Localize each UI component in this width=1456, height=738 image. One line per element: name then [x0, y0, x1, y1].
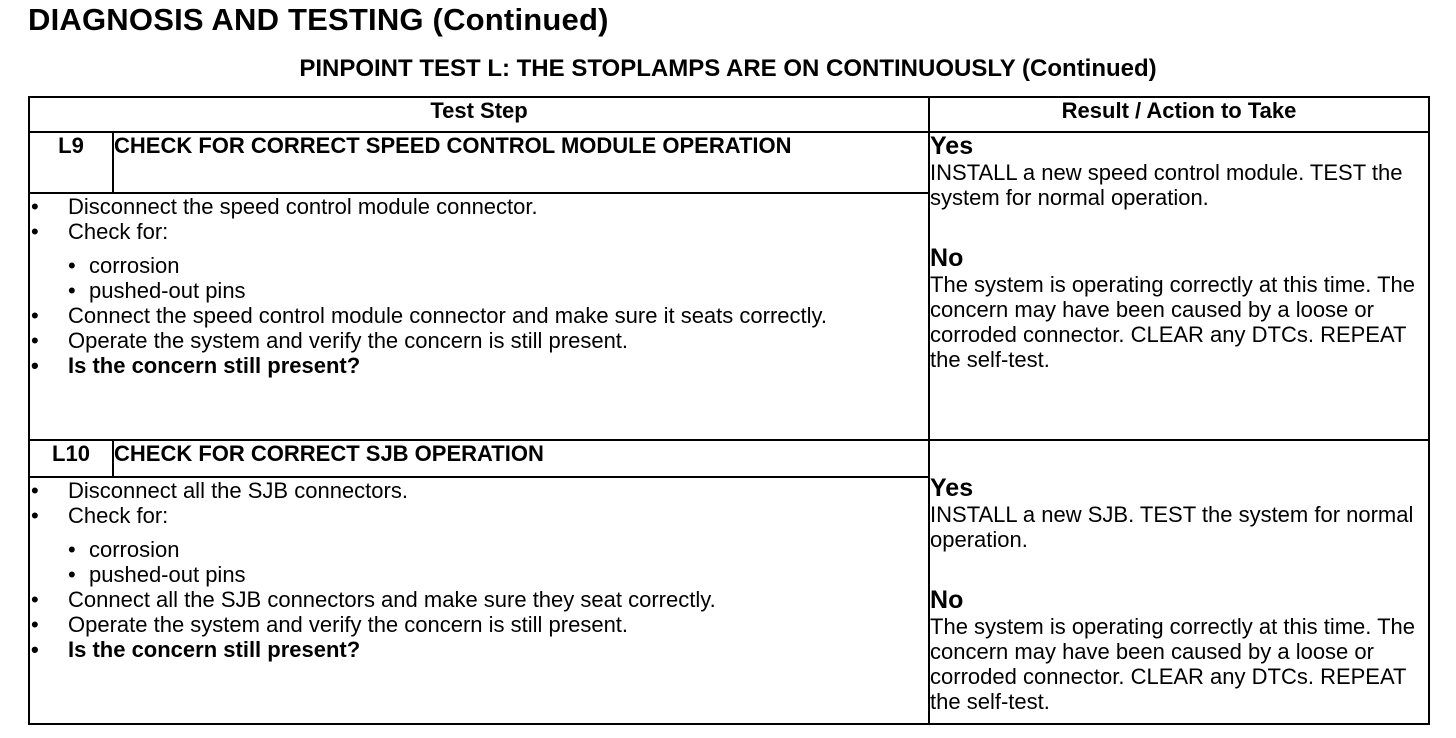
instruction-item: • Connect the speed control module connector and make sure it seats correctly. — [30, 303, 928, 328]
yes-action-text: INSTALL a new speed control module. TEST the system for normal operation. — [930, 160, 1403, 210]
yes-answer — [930, 475, 1428, 552]
check-item: • pushed-out pins — [68, 278, 928, 303]
no-label: No — [930, 244, 964, 272]
check-item: • corrosion — [68, 537, 928, 562]
step-id: L9 — [29, 132, 113, 193]
table-header-row — [29, 97, 1429, 132]
no-answer — [930, 245, 1428, 372]
instruction-item: • Check for: • corrosion • pushed-out pins — [30, 219, 928, 303]
instruction-item: • Check for: • corrosion • pushed-out pins — [30, 503, 928, 587]
yes-action-text: INSTALL a new SJB. TEST the system for normal operation. — [930, 502, 1414, 552]
page-heading: DIAGNOSIS AND TESTING (Continued) — [28, 2, 609, 37]
instruction-item: • Connect all the SJB connectors and make sure they seat correctly. — [30, 587, 928, 612]
step-instruction-list — [30, 478, 928, 662]
no-label: No — [930, 586, 964, 614]
no-answer — [930, 587, 1428, 714]
step-instruction-list — [30, 194, 928, 378]
yes-answer — [930, 133, 1428, 210]
result-cell — [929, 132, 1429, 440]
yes-label: Yes — [930, 474, 974, 502]
instruction-item: • Disconnect the speed control module connector. — [30, 194, 928, 219]
instruction-item: • Operate the system and verify the concern is still present. — [30, 328, 928, 353]
step-id: L10 — [29, 440, 113, 477]
header-result-action: Result / Action to Take — [929, 97, 1429, 132]
pinpoint-test-title: PINPOINT TEST L: THE STOPLAMPS ARE ON CONTINUOUSLY (Continued) — [299, 55, 1157, 82]
test-step-table — [28, 96, 1430, 725]
check-list — [68, 528, 928, 587]
check-list — [68, 244, 928, 303]
no-action-text: The system is operating correctly at this time. The concern may have been caused by a loose or corroded connector. CLEAR any DTCs. REPEAT the self-test. — [930, 272, 1416, 372]
check-item: • corrosion — [68, 253, 928, 278]
step-body — [29, 193, 929, 440]
instruction-item: • Disconnect all the SJB connectors. — [30, 478, 928, 503]
step-title-row — [29, 440, 1429, 477]
no-action-text: The system is operating correctly at this time. The concern may have been caused by a loose or corroded connector. CLEAR any DTCs. REPEAT the self-test. — [930, 614, 1416, 714]
check-item: • pushed-out pins — [68, 562, 928, 587]
step-title: CHECK FOR CORRECT SJB OPERATION — [113, 440, 929, 477]
header-test-step: Test Step — [29, 97, 929, 132]
instruction-question: • Is the concern still present? — [30, 637, 928, 662]
yes-label: Yes — [930, 132, 974, 160]
step-body — [29, 477, 929, 724]
result-cell — [929, 440, 1429, 724]
step-title: CHECK FOR CORRECT SPEED CONTROL MODULE OPERATION — [113, 132, 929, 193]
step-title-row — [29, 132, 1429, 193]
instruction-item: • Operate the system and verify the concern is still present. — [30, 612, 928, 637]
instruction-question: • Is the concern still present? — [30, 353, 928, 378]
